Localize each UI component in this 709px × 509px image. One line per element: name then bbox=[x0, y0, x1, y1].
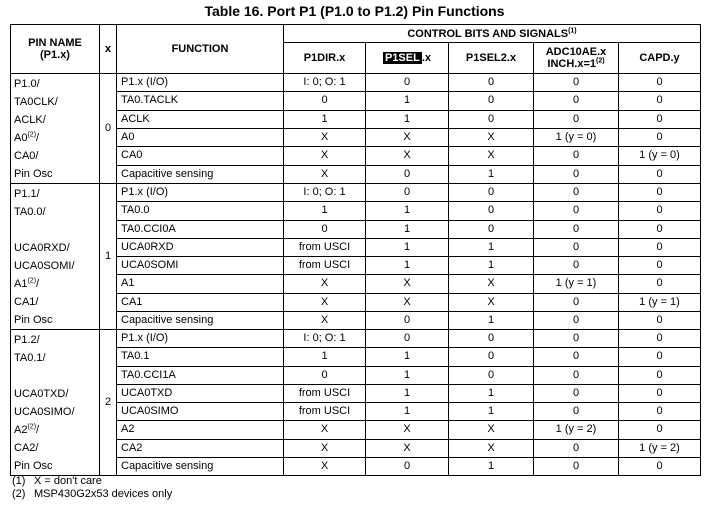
control-cell: 0 bbox=[619, 348, 701, 366]
control-cell: 0 bbox=[619, 457, 701, 475]
control-cell: 1 bbox=[449, 403, 534, 421]
control-cell: 0 bbox=[619, 165, 701, 183]
header-control-bits: CONTROL BITS AND SIGNALS$^{(1)}$ bbox=[284, 25, 701, 43]
control-cell: 0 bbox=[619, 403, 701, 421]
header-capd: CAPD.y bbox=[619, 43, 701, 74]
control-cell: 0 bbox=[534, 293, 619, 311]
control-cell: 0 bbox=[449, 184, 534, 202]
function-cell: Capacitive sensing bbox=[117, 311, 284, 329]
control-cell: 0 bbox=[449, 330, 534, 348]
control-cell: I: 0; O: 1 bbox=[284, 184, 366, 202]
pin-name-line: UCA0RXD/ bbox=[14, 242, 70, 254]
control-cell: 0 bbox=[534, 457, 619, 475]
table-body bbox=[11, 74, 701, 476]
control-cell: 1 (y = 0) bbox=[534, 128, 619, 146]
control-cell: 0 bbox=[619, 184, 701, 202]
control-cell: from USCI bbox=[284, 384, 366, 402]
control-cell: 1 (y = 1) bbox=[619, 293, 701, 311]
control-cell: 0 bbox=[619, 202, 701, 220]
control-cell: 1 bbox=[449, 238, 534, 256]
pin-name-line: TA0.1/ bbox=[14, 352, 46, 364]
control-cell: 0 bbox=[449, 366, 534, 384]
function-cell: TA0.0 bbox=[117, 202, 284, 220]
pin-name-line bbox=[14, 221, 99, 239]
control-cell: 1 bbox=[449, 311, 534, 329]
control-cell: from USCI bbox=[284, 257, 366, 275]
control-cell: X bbox=[366, 275, 449, 293]
control-cell: 0 bbox=[619, 311, 701, 329]
function-cell: TA0.1 bbox=[117, 348, 284, 366]
control-cell: 1 (y = 1) bbox=[534, 275, 619, 293]
control-cell: 0 bbox=[534, 184, 619, 202]
control-cell: 0 bbox=[366, 330, 449, 348]
control-cell: X bbox=[449, 293, 534, 311]
control-cell: 0 bbox=[619, 128, 701, 146]
control-cell: X bbox=[449, 275, 534, 293]
control-cell: 0 bbox=[534, 311, 619, 329]
function-cell: CA1 bbox=[117, 293, 284, 311]
header-p1sel2: P1SEL2.x bbox=[449, 43, 534, 74]
function-cell: ACLK bbox=[117, 110, 284, 128]
pin-name-line: UCA0SIMO/ bbox=[14, 406, 75, 418]
control-cell: from USCI bbox=[284, 403, 366, 421]
control-cell: X bbox=[449, 439, 534, 457]
footnote-1: (1) X = don't care bbox=[12, 475, 102, 487]
control-cell: 1 bbox=[366, 238, 449, 256]
function-cell: TA0.CCI0A bbox=[117, 220, 284, 238]
pin-name-line: Pin Osc bbox=[14, 168, 53, 180]
control-cell: 0 bbox=[619, 92, 701, 110]
header-x: x bbox=[100, 25, 117, 74]
control-cell: 0 bbox=[449, 74, 534, 92]
control-cell: 1 bbox=[284, 110, 366, 128]
pin-functions-table bbox=[10, 24, 701, 476]
control-cell: 0 bbox=[534, 257, 619, 275]
control-cell: 1 bbox=[284, 202, 366, 220]
control-cell: 0 bbox=[619, 330, 701, 348]
function-cell: P1.x (I/O) bbox=[117, 184, 284, 202]
control-cell: 0 bbox=[284, 92, 366, 110]
control-cell: 1 bbox=[366, 202, 449, 220]
control-cell: 0 bbox=[366, 184, 449, 202]
control-cell: 0 bbox=[284, 220, 366, 238]
header-p1sel: P1SEL .x bbox=[366, 43, 449, 74]
control-cell: 1 (y = 2) bbox=[534, 421, 619, 439]
pin-name-cell bbox=[11, 330, 100, 476]
control-cell: X bbox=[366, 293, 449, 311]
pin-name-line: CA2/ bbox=[14, 442, 39, 454]
function-cell: UCA0SIMO bbox=[117, 403, 284, 421]
control-cell: X bbox=[284, 421, 366, 439]
control-cell: 0 bbox=[366, 457, 449, 475]
control-cell: X bbox=[284, 275, 366, 293]
control-cell: 0 bbox=[619, 384, 701, 402]
pin-name-line: UCA0TXD/ bbox=[14, 388, 69, 400]
control-cell: X bbox=[366, 147, 449, 165]
pin-name-line: P1.1/ bbox=[14, 188, 40, 200]
control-cell: X bbox=[284, 311, 366, 329]
control-cell: 1 bbox=[366, 92, 449, 110]
table-row bbox=[11, 74, 701, 92]
control-cell: X bbox=[449, 147, 534, 165]
function-cell: A0 bbox=[117, 128, 284, 146]
footnotes bbox=[12, 475, 172, 501]
function-cell: Capacitive sensing bbox=[117, 457, 284, 475]
control-cell: 0 bbox=[534, 110, 619, 128]
function-cell: TA0.CCI1A bbox=[117, 366, 284, 384]
control-cell: 1 bbox=[284, 348, 366, 366]
control-cell: 0 bbox=[619, 257, 701, 275]
pin-name-line: TA0.0/ bbox=[14, 206, 46, 218]
pin-name-cell bbox=[11, 184, 100, 330]
control-cell: 0 bbox=[449, 202, 534, 220]
control-cell: X bbox=[284, 439, 366, 457]
function-cell: UCA0SOMI bbox=[117, 257, 284, 275]
pin-name-line: Pin Osc bbox=[14, 460, 53, 472]
control-cell: 1 bbox=[449, 457, 534, 475]
pin-name-line bbox=[14, 367, 99, 385]
control-cell: 1 (y = 0) bbox=[619, 147, 701, 165]
control-cell: 1 (y = 2) bbox=[619, 439, 701, 457]
control-cell: 0 bbox=[534, 366, 619, 384]
function-cell: P1.x (I/O) bbox=[117, 330, 284, 348]
header-function: FUNCTION bbox=[117, 25, 284, 74]
x-cell: 1 bbox=[100, 184, 117, 330]
control-cell: 0 bbox=[534, 220, 619, 238]
control-cell: X bbox=[449, 421, 534, 439]
control-cell: 0 bbox=[619, 275, 701, 293]
control-cell: I: 0; O: 1 bbox=[284, 74, 366, 92]
x-cell: 0 bbox=[100, 74, 117, 184]
control-cell: 1 bbox=[449, 165, 534, 183]
header-adc10ae: ADC10AE.x $INCH.x=1^{(2)}$ bbox=[534, 43, 619, 74]
control-cell: 0 bbox=[534, 74, 619, 92]
control-cell: 1 bbox=[366, 348, 449, 366]
footnote-2: (2) MSP430G2x53 devices only bbox=[12, 488, 173, 500]
control-cell: 0 bbox=[449, 92, 534, 110]
control-cell: 0 bbox=[449, 220, 534, 238]
control-cell: X bbox=[284, 128, 366, 146]
control-cell: 0 bbox=[366, 165, 449, 183]
function-cell: A2 bbox=[117, 421, 284, 439]
function-cell: UCA0TXD bbox=[117, 384, 284, 402]
pin-name-line: TA0CLK/ bbox=[14, 96, 58, 108]
control-cell: 0 bbox=[619, 238, 701, 256]
control-cell: 0 bbox=[534, 384, 619, 402]
function-cell: UCA0RXD bbox=[117, 238, 284, 256]
control-cell: 1 bbox=[366, 403, 449, 421]
control-cell: 1 bbox=[449, 257, 534, 275]
control-cell: 0 bbox=[449, 348, 534, 366]
control-cell: 0 bbox=[534, 348, 619, 366]
control-cell: 0 bbox=[449, 110, 534, 128]
control-cell: X bbox=[449, 128, 534, 146]
header-pin-name: PIN NAME (P1.x) bbox=[11, 25, 100, 74]
pin-name-line: ACLK/ bbox=[14, 114, 46, 126]
control-cell: X bbox=[284, 147, 366, 165]
table-title: Table 16. Port P1 (P1.0 to P1.2) Pin Functions bbox=[204, 3, 505, 19]
x-cell: 2 bbox=[100, 330, 117, 476]
pin-name-line: P1.2/ bbox=[14, 334, 40, 346]
control-cell: 0 bbox=[619, 421, 701, 439]
control-cell: 0 bbox=[534, 147, 619, 165]
control-cell: 0 bbox=[534, 439, 619, 457]
control-cell: 0 bbox=[366, 74, 449, 92]
pin-name-line: UCA0SOMI/ bbox=[14, 260, 75, 272]
function-cell: CA2 bbox=[117, 439, 284, 457]
function-cell: CA0 bbox=[117, 147, 284, 165]
control-cell: 0 bbox=[534, 330, 619, 348]
control-cell: 1 bbox=[366, 384, 449, 402]
control-cell: X bbox=[284, 457, 366, 475]
control-cell: 0 bbox=[534, 92, 619, 110]
header-p1dir: P1DIR.x bbox=[284, 43, 366, 74]
function-cell: TA0.TACLK bbox=[117, 92, 284, 110]
control-cell: 1 bbox=[366, 366, 449, 384]
function-cell: P1.x (I/O) bbox=[117, 74, 284, 92]
control-cell: 1 bbox=[449, 384, 534, 402]
control-cell: X bbox=[366, 439, 449, 457]
control-cell: X bbox=[284, 165, 366, 183]
control-cell: from USCI bbox=[284, 238, 366, 256]
pin-name-line: P1.0/ bbox=[14, 78, 40, 90]
function-cell: Capacitive sensing bbox=[117, 165, 284, 183]
control-cell: X bbox=[366, 421, 449, 439]
function-cell: A1 bbox=[117, 275, 284, 293]
pin-name-line: CA1/ bbox=[14, 296, 39, 308]
control-cell: I: 0; O: 1 bbox=[284, 330, 366, 348]
control-cell: 0 bbox=[619, 366, 701, 384]
pin-name-cell bbox=[11, 74, 100, 184]
control-cell: 0 bbox=[619, 220, 701, 238]
table-row bbox=[11, 184, 701, 202]
control-cell: 0 bbox=[619, 110, 701, 128]
pin-name-line: Pin Osc bbox=[14, 314, 53, 326]
control-cell: X bbox=[284, 293, 366, 311]
control-cell: 1 bbox=[366, 220, 449, 238]
table-row bbox=[11, 330, 701, 348]
pin-name-line: A2$^{(2)}$/ bbox=[14, 423, 40, 436]
control-cell: 0 bbox=[284, 366, 366, 384]
control-cell: 0 bbox=[534, 403, 619, 421]
control-cell: 0 bbox=[534, 165, 619, 183]
pin-name-line: A1$^{(2)}$/ bbox=[14, 277, 40, 290]
pin-name-line: A0$^{(2)}$/ bbox=[14, 131, 40, 144]
control-cell: 1 bbox=[366, 257, 449, 275]
pin-name-line: CA0/ bbox=[14, 150, 39, 162]
control-cell: 0 bbox=[534, 202, 619, 220]
control-cell: X bbox=[366, 128, 449, 146]
control-cell: 0 bbox=[366, 311, 449, 329]
control-cell: 1 bbox=[366, 110, 449, 128]
control-cell: 0 bbox=[619, 74, 701, 92]
control-cell: 0 bbox=[534, 238, 619, 256]
